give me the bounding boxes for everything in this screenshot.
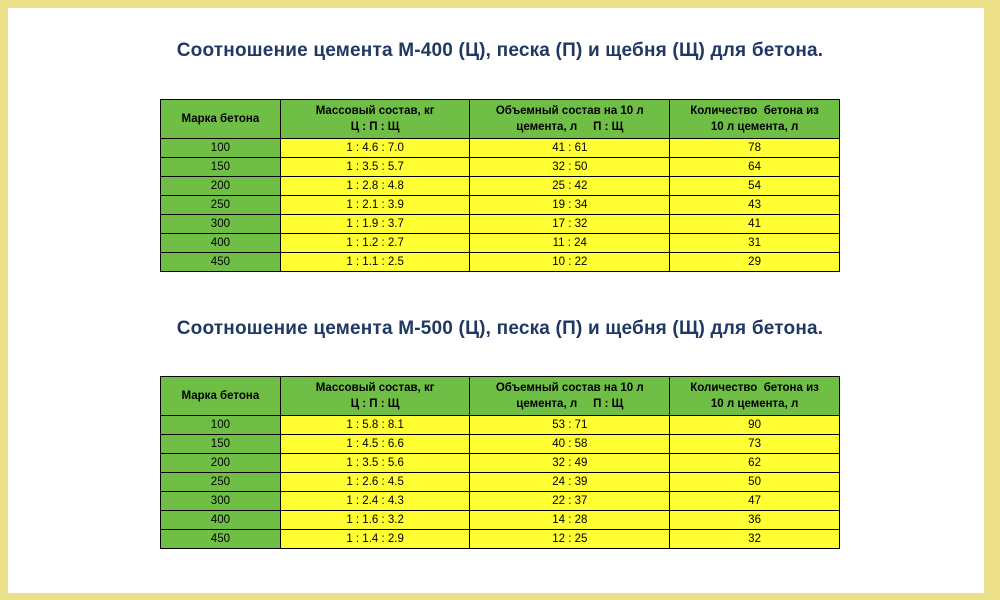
cell-volume-ratio: 41 : 61 <box>470 139 670 158</box>
cell-concrete-yield: 64 <box>670 158 840 177</box>
cell-grade: 250 <box>161 196 281 215</box>
cell-concrete-yield: 50 <box>670 473 840 492</box>
table-body <box>161 139 840 272</box>
cell-volume-ratio: 19 : 34 <box>470 196 670 215</box>
table-title-m500: Соотношение цемента М-500 (Ц), песка (П) и щебня (Щ) для бетона. <box>176 318 824 339</box>
cell-mass-ratio: 1 : 1.2 : 2.7 <box>280 234 470 253</box>
header-concrete-yield <box>670 377 840 416</box>
cell-grade: 450 <box>161 253 281 272</box>
cell-grade: 150 <box>161 158 281 177</box>
table-row <box>161 234 840 253</box>
header-line: Массовый состав, кг <box>315 105 435 117</box>
cell-concrete-yield: 29 <box>670 253 840 272</box>
cell-concrete-yield: 47 <box>670 492 840 511</box>
cell-mass-ratio: 1 : 1.1 : 2.5 <box>280 253 470 272</box>
cell-grade: 300 <box>161 492 281 511</box>
cell-grade: 100 <box>161 139 281 158</box>
table-title-m400: Соотношение цемента М-400 (Ц), песка (П) и щебня (Щ) для бетона. <box>176 40 824 61</box>
cell-mass-ratio: 1 : 3.5 : 5.7 <box>280 158 470 177</box>
header-volume-composition <box>470 377 670 416</box>
cell-volume-ratio: 25 : 42 <box>470 177 670 196</box>
cell-grade: 150 <box>161 435 281 454</box>
cell-concrete-yield: 32 <box>670 530 840 549</box>
cell-concrete-yield: 90 <box>670 416 840 435</box>
cell-volume-ratio: 10 : 22 <box>470 253 670 272</box>
cell-concrete-yield: 62 <box>670 454 840 473</box>
cell-volume-ratio: 17 : 32 <box>470 215 670 234</box>
cell-mass-ratio: 1 : 4.6 : 7.0 <box>280 139 470 158</box>
header-line: цемента, л П : Щ <box>516 121 624 133</box>
header-volume-composition <box>470 100 670 139</box>
cell-grade: 400 <box>161 234 281 253</box>
cell-volume-ratio: 12 : 25 <box>470 530 670 549</box>
header-line: Массовый состав, кг <box>315 382 435 394</box>
mix-table-m400 <box>160 99 840 272</box>
header-mass-composition <box>280 377 470 416</box>
mix-table-m500 <box>160 376 840 549</box>
table-row <box>161 511 840 530</box>
cell-grade: 250 <box>161 473 281 492</box>
table-row <box>161 177 840 196</box>
cell-mass-ratio: 1 : 2.1 : 3.9 <box>280 196 470 215</box>
table-row <box>161 215 840 234</box>
cell-concrete-yield: 41 <box>670 215 840 234</box>
header-concrete-yield <box>670 100 840 139</box>
cell-concrete-yield: 36 <box>670 511 840 530</box>
header-line: Ц : П : Щ <box>350 121 400 133</box>
table-body <box>161 416 840 549</box>
cell-concrete-yield: 78 <box>670 139 840 158</box>
cell-mass-ratio: 1 : 1.4 : 2.9 <box>280 530 470 549</box>
cell-mass-ratio: 1 : 3.5 : 5.6 <box>280 454 470 473</box>
cell-mass-ratio: 1 : 4.5 : 6.6 <box>280 435 470 454</box>
header-line: Объемный состав на 10 л <box>495 382 644 394</box>
header-line: Количество бетона из <box>690 382 819 394</box>
header-grade <box>161 100 281 139</box>
table-header <box>161 100 840 139</box>
header-mass-composition <box>280 100 470 139</box>
header-line: Марка бетона <box>181 113 260 125</box>
cell-volume-ratio: 11 : 24 <box>470 234 670 253</box>
cell-volume-ratio: 40 : 58 <box>470 435 670 454</box>
cell-grade: 300 <box>161 215 281 234</box>
header-row <box>161 100 840 139</box>
cell-concrete-yield: 43 <box>670 196 840 215</box>
cell-volume-ratio: 53 : 71 <box>470 416 670 435</box>
cell-mass-ratio: 1 : 1.9 : 3.7 <box>280 215 470 234</box>
table-row <box>161 454 840 473</box>
header-line: Объемный состав на 10 л <box>495 105 644 117</box>
cell-concrete-yield: 54 <box>670 177 840 196</box>
cell-concrete-yield: 73 <box>670 435 840 454</box>
cell-mass-ratio: 1 : 2.8 : 4.8 <box>280 177 470 196</box>
cell-volume-ratio: 32 : 49 <box>470 454 670 473</box>
table-row <box>161 492 840 511</box>
cell-volume-ratio: 32 : 50 <box>470 158 670 177</box>
header-line: цемента, л П : Щ <box>516 398 624 410</box>
table-row <box>161 139 840 158</box>
header-grade <box>161 377 281 416</box>
cell-volume-ratio: 22 : 37 <box>470 492 670 511</box>
table-row <box>161 530 840 549</box>
cell-mass-ratio: 1 : 2.6 : 4.5 <box>280 473 470 492</box>
table-row <box>161 196 840 215</box>
header-line: 10 л цемента, л <box>710 398 799 410</box>
table-header <box>161 377 840 416</box>
header-line: Количество бетона из <box>690 105 819 117</box>
cell-grade: 400 <box>161 511 281 530</box>
cell-mass-ratio: 1 : 2.4 : 4.3 <box>280 492 470 511</box>
cell-grade: 200 <box>161 454 281 473</box>
cell-grade: 200 <box>161 177 281 196</box>
header-line: Ц : П : Щ <box>350 398 400 410</box>
table-row <box>161 253 840 272</box>
table-row <box>161 473 840 492</box>
header-line: Марка бетона <box>181 390 260 402</box>
cell-grade: 450 <box>161 530 281 549</box>
table-row <box>161 416 840 435</box>
cell-mass-ratio: 1 : 5.8 : 8.1 <box>280 416 470 435</box>
cell-mass-ratio: 1 : 1.6 : 3.2 <box>280 511 470 530</box>
table-row <box>161 435 840 454</box>
cell-grade: 100 <box>161 416 281 435</box>
cell-volume-ratio: 14 : 28 <box>470 511 670 530</box>
cell-volume-ratio: 24 : 39 <box>470 473 670 492</box>
header-row <box>161 377 840 416</box>
header-line: 10 л цемента, л <box>710 121 799 133</box>
table-row <box>161 158 840 177</box>
cell-concrete-yield: 31 <box>670 234 840 253</box>
